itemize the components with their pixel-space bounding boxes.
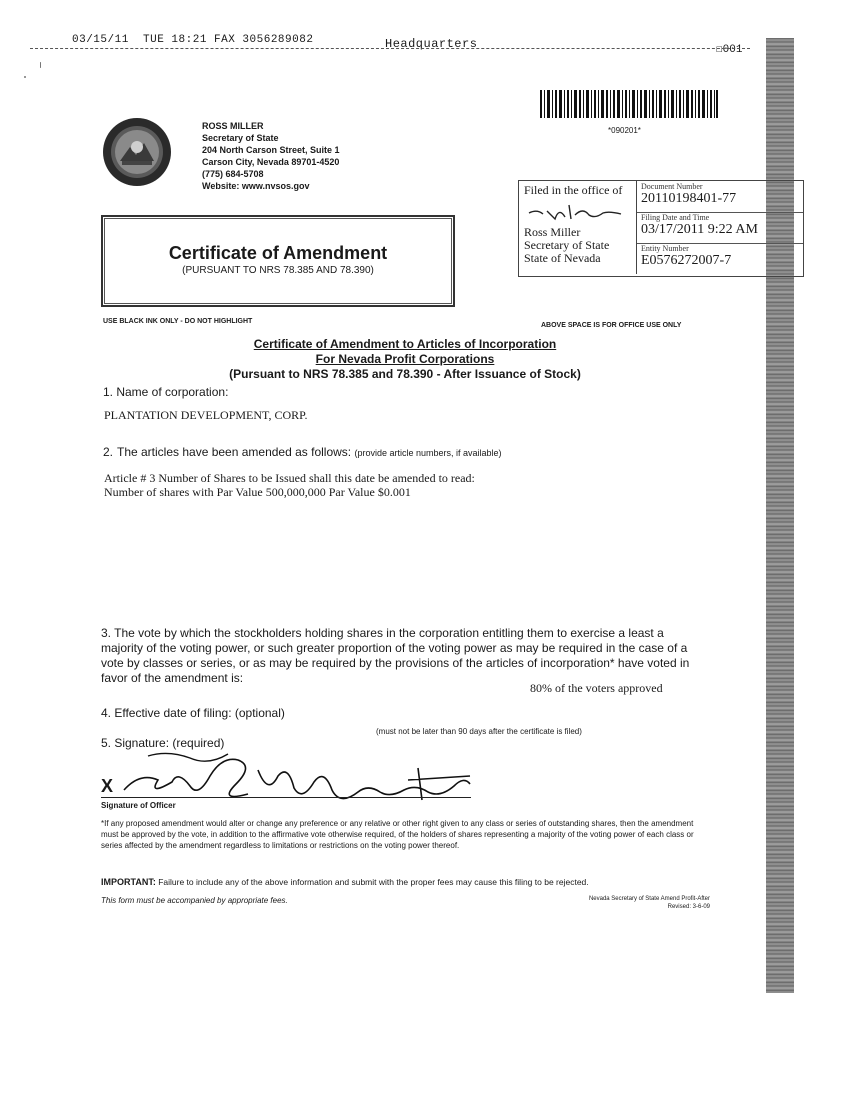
form-id-line2: Revised: 3-6-09: [667, 904, 710, 910]
item2-label: The articles have been amended as follows:: [117, 445, 352, 459]
filing-stamp-box: [518, 180, 804, 277]
document-number-label: Document Number: [641, 182, 703, 191]
filing-date: 03/17/2011 9:22 AM: [641, 222, 758, 237]
filed-officer-name: Ross Miller: [524, 225, 581, 239]
footnote: *If any proposed amendment would alter or change any preference or any relative or other right given to any class or series of outstanding shares, then the amendment must be approved by the vote, in addition to the affirmative vote otherwise required, of the holders of shares representing a majority of the voting power of each class or series affected by the amendment regardless to limitations or restrictions on the voting power thereof.: [101, 819, 694, 850]
officer-signature-image: [525, 199, 625, 225]
fees-note: This form must be accompanied by appropriate fees.: [101, 896, 288, 905]
sos-name: ROSS MILLER: [202, 121, 264, 131]
item4-note: (must not be later than 90 days after the certificate is filed): [376, 727, 582, 736]
barcode-number: *090201*: [608, 126, 641, 135]
item2-number: 2.: [103, 445, 114, 459]
article-line1: Article # 3 Number of Shares to be Issued shall this date be amended to read:: [104, 471, 475, 485]
item3-text: 3. The vote by which the stockholders holding shares in the corporation entitling them to exercise a least a majority of the voting power, or such greater proportion of the voting power as may be required in the case of a vote by classes or series, or as may be required by the provisions of the articles of incorporation* have voted in favor of the amendment is:: [101, 626, 690, 685]
scan-speck: [24, 76, 26, 78]
sos-title: Secretary of State: [202, 133, 279, 143]
form-title: [190, 337, 620, 382]
form-id-line1: Nevada Secretary of State Amend Profit-After: [588, 896, 710, 902]
document-number-cell: [641, 182, 801, 207]
document-number: 20110198401-77: [641, 191, 737, 206]
signature-label: Signature of Officer: [101, 801, 176, 810]
filing-date-label: Filing Date and Time: [641, 213, 710, 222]
important-text: Failure to include any of the above information and submit with the proper fees may cause this filing to be rejected.: [158, 877, 589, 887]
vote-value: 80% of the voters approved: [530, 681, 663, 695]
sos-address2: Carson City, Nevada 89701-4520: [202, 157, 340, 167]
entity-number-cell: [641, 244, 801, 269]
fax-org: Headquarters: [385, 37, 478, 51]
filed-officer-state: State of Nevada: [524, 251, 601, 265]
filing-date-cell: [641, 213, 801, 238]
fax-page: ☐001: [716, 44, 743, 56]
filed-label: Filed in the office of: [524, 183, 623, 197]
sos-phone: (775) 684-5708: [202, 169, 264, 179]
barcode: [540, 90, 718, 118]
scan-speck: [40, 62, 41, 68]
item1-label: 1. Name of corporation:: [103, 385, 229, 399]
item4-label: 4. Effective date of filing: (optional): [101, 706, 285, 720]
entity-number: E0576272007-7: [641, 253, 732, 268]
fax-header: 03/15/11 TUE 18:21 FAX 3056289082: [72, 34, 314, 46]
ink-note: USE BLACK INK ONLY - DO NOT HIGHLIGHT: [103, 318, 253, 325]
corporation-name: PLANTATION DEVELOPMENT, CORP.: [104, 408, 308, 422]
certificate-subtitle: (PURSUANT TO NRS 78.385 AND 78.390): [182, 265, 374, 276]
item2-sublabel: (provide article numbers, if available): [354, 448, 502, 458]
form-title-line1: Certificate of Amendment to Articles of Incorporation: [253, 337, 557, 351]
item2-label-row: [117, 445, 502, 459]
certificate-title-box: [101, 215, 455, 307]
sos-address1: 204 North Carson Street, Suite 1: [202, 145, 340, 155]
fax-rule: [30, 48, 750, 49]
signature-line: [101, 797, 471, 798]
signature-x: X: [101, 776, 114, 796]
filed-officer-title: Secretary of State: [524, 238, 610, 252]
article-line2: Number of shares with Par Value 500,000,000 Par Value $0.001: [104, 485, 411, 499]
filing-details: [636, 181, 803, 274]
sos-website: Website: www.nvsos.gov: [202, 181, 310, 191]
office-use-note: ABOVE SPACE IS FOR OFFICE USE ONLY: [541, 322, 682, 329]
form-identifier: [520, 895, 710, 911]
nevada-seal-icon: [102, 117, 172, 187]
important-label: IMPORTANT:: [101, 877, 156, 887]
form-title-line3: (Pursuant to NRS 78.385 and 78.390 - After Issuance of Stock): [229, 367, 581, 381]
article-text: [104, 471, 475, 499]
entity-number-label: Entity Number: [641, 244, 689, 253]
certificate-title: Certificate of Amendment: [168, 243, 388, 263]
important-notice: [101, 877, 711, 887]
sos-address-block: [202, 120, 340, 192]
filed-officer: [524, 226, 609, 265]
item5-label: 5. Signature: (required): [101, 736, 225, 750]
form-title-line2: For Nevada Profit Corporations: [315, 352, 495, 366]
